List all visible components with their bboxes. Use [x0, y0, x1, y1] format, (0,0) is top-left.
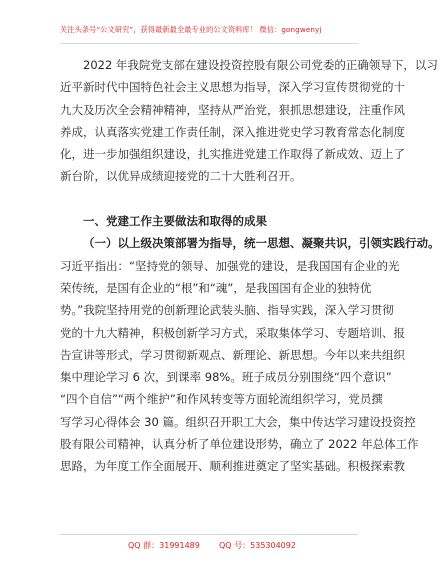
- footer-divider: [60, 534, 358, 535]
- paragraph-line: 集中理论学习 6 次，到课率 98%。班子成员分别围绕“四个意识”: [60, 370, 392, 385]
- subsection-heading: （一）以上级决策部署为指导，统一思想、凝聚共识，引领实践行动。: [83, 236, 440, 251]
- paragraph-line: 思路，为年度工作全面展开、顺利推进奠定了坚实基础。积极探索教: [60, 459, 405, 474]
- paragraph-line: 写学习心得体会 30 篇。组织召开职工大会，集中传达学习建设投资控: [60, 414, 416, 429]
- paragraph-line: 荣传统，是国有企业的“根”和“魂”，是我国国有企业的独特优: [60, 280, 372, 295]
- header-banner: 关注头条号“公文研究”，获得最新最全最专业的公文资料库！ 微信：gongwenyj: [60, 25, 322, 34]
- paragraph-line: 近平新时代中国特色社会主义思想为指导，深入学习宣传贯彻党的十: [60, 80, 405, 95]
- paragraph-line: 新台阶，以优异成绩迎接党的二十大胜利召开。: [60, 169, 302, 184]
- paragraph-line: 股有限公司精神，认真分析了单位建设形势，确立了 2022 年总体工作: [60, 437, 419, 452]
- header-divider: [60, 43, 358, 44]
- paragraph-line: 2022 年我院党支部在建设投资控股有限公司党委的正确领导下，以习: [83, 58, 438, 72]
- paragraph-line: 九大及历次全会精神精神，坚持从严治党，狠抓思想建设，注重作风: [60, 102, 405, 117]
- paragraph-line: 化，进一步加强组织建设，扎实推进党建工作取得了新成效、迈上了: [60, 147, 405, 162]
- blank-line: [60, 188, 358, 210]
- paragraph-line: 党的十九大精神，积极创新学习方式，采取集体学习、专题培训、报: [60, 325, 405, 340]
- document-body: [60, 54, 440, 478]
- paragraph-line: 势。”我院坚持用党的创新理论武装头脑、指导实践，深入学习贯彻: [60, 303, 394, 318]
- section-heading: 一、党建工作主要做法和取得的成果: [83, 214, 267, 229]
- footer: [60, 538, 358, 554]
- paragraph-line: 养成，认真落实党建工作责任制，深入推进党史学习教育常态化制度: [60, 124, 405, 139]
- paragraph-line: 告宣讲等形式，学习贯彻新观点、新理论、新思想。今年以来共组织: [60, 347, 405, 362]
- paragraph-line: 习近平指出：“坚持党的领导、加强党的建设，是我国国有企业的光: [60, 258, 400, 273]
- footer-qq-number: QQ 号：535304092: [219, 541, 296, 550]
- paragraph-line: “四个自信”“两个维护”和作风转变等方面轮流组织学习，党员撰: [60, 392, 383, 407]
- footer-qq-group: QQ 群：31991489: [128, 541, 200, 550]
